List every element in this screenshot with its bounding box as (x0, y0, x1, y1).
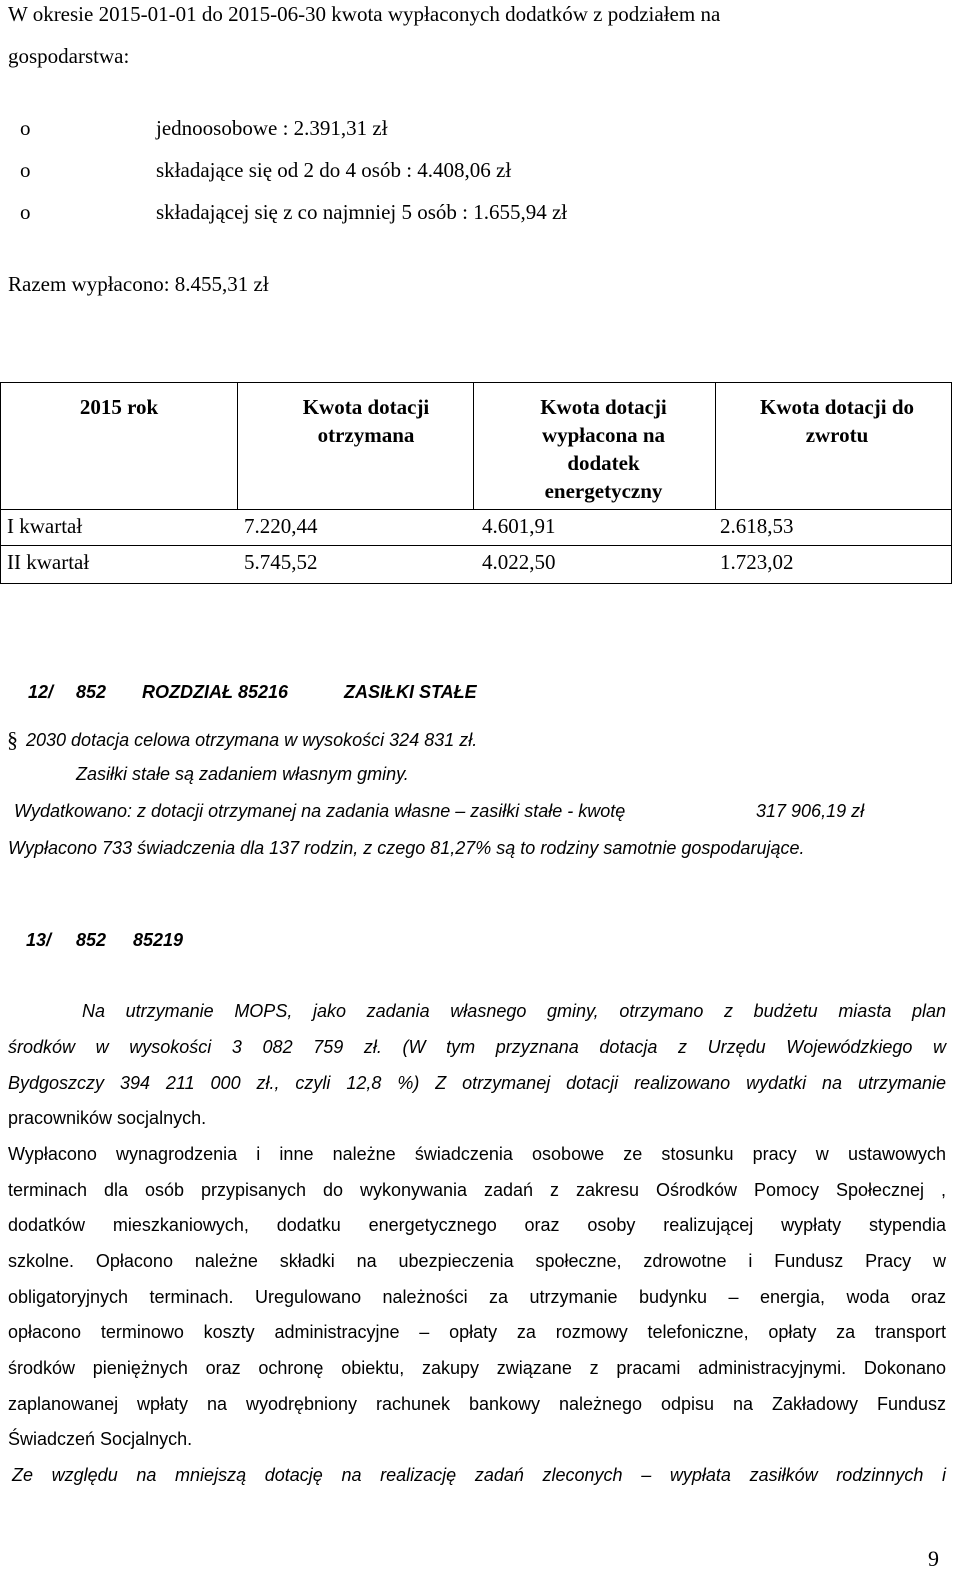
expenditure-amount: 317 906,19 zł (756, 801, 865, 821)
paragraph-line: opłacono terminowo koszty administracyjne – opłaty za rozmowy telefoniczne, opłaty za transport (8, 1322, 946, 1342)
section-number: 12/ (28, 682, 54, 702)
bullet-icon: o (20, 200, 31, 224)
row-divider (1, 509, 951, 510)
table-header: Kwota dotacji do zwrotu (760, 395, 914, 447)
paragraph-line: Wypłacono wynagrodzenia i inne należne świadczenia osobowe ze stosunku pracy w ustawowych (8, 1144, 946, 1164)
expenditure-text: Wydatkowano: z dotacji otrzymanej na zadania własne – zasiłki stałe - kwotę (14, 801, 626, 821)
section-code: 852 (76, 682, 107, 702)
column-divider (237, 383, 238, 509)
grant-amount-text: 2030 dotacja celowa otrzymana w wysokości 324 831 zł. (26, 730, 478, 750)
paragraph-line: dodatków mieszkaniowych, dodatku energetycznego oraz osoby realizującej wypłaty stypendia (8, 1215, 946, 1235)
intro-text: W okresie 2015-01-01 do 2015-06-30 kwota wypłaconych dodatków z podziałem na (8, 2, 721, 26)
task-type-text: Zasiłki stałe są zadaniem własnym gminy. (76, 764, 409, 784)
paragraph-line: pracowników socjalnych. (8, 1108, 207, 1128)
table-cell: 4.601,91 (482, 514, 556, 538)
table-cell: II kwartał (7, 550, 90, 574)
paragraph-line: Świadczeń Socjalnych. (8, 1429, 193, 1449)
section-title: ZASIŁKI STAŁE (344, 682, 477, 702)
table-cell: I kwartał (7, 514, 83, 538)
list-item-text: składające się od 2 do 4 osób : 4.408,06 zł (156, 158, 512, 182)
column-divider (473, 383, 474, 509)
paragraph-line: Bydgoszczy 394 211 000 zł., czyli 12,8 %) Z otrzymanej dotacji realizowano wydatki na utrzymanie (8, 1073, 946, 1093)
paragraph-line: Ze względu na mniejszą dotację na realizację zadań zleconych – wypłata zasiłków rodzinnych i (12, 1465, 946, 1485)
paragraph-line: środków pieniężnych oraz ochronę obiektu, zakupy związane z pracami administracyjnymi. Dokonano (8, 1358, 946, 1378)
grant-table (0, 382, 952, 584)
list-item-text: składającej się z co najmniej 5 osób : 1.655,94 zł (156, 200, 568, 224)
column-divider (715, 383, 716, 509)
section-mark-icon (5, 728, 23, 752)
page-number: 9 (928, 1546, 939, 1571)
paragraph-line: terminach dla osób przypisanych do wykonywania zadań z zakresu Ośrodków Pomocy Społecznej , (8, 1180, 946, 1200)
row-divider (1, 545, 951, 546)
table-cell: 1.723,02 (720, 550, 794, 574)
paragraph-line: obligatoryjnych terminach. Uregulowano należności za utrzymanie budynku – energia, woda oraz (8, 1287, 946, 1307)
table-header: Kwota dotacji otrzymana (302, 395, 430, 447)
section-code: 852 (76, 930, 107, 950)
table-header: 2015 rok (79, 395, 159, 419)
table-cell: 7.220,44 (244, 514, 318, 538)
total-paid: Razem wypłacono: 8.455,31 zł (8, 272, 269, 296)
bullet-icon: o (20, 158, 31, 182)
table-cell: 2.618,53 (720, 514, 794, 538)
paragraph-line: środków w wysokości 3 082 759 zł. (W tym przyznana dotacja z Urzędu Wojewódzkiego w (8, 1037, 946, 1057)
section-chapter: ROZDZIAŁ 85216 (142, 682, 289, 702)
benefits-paid-text: Wypłacono 733 świadczenia dla 137 rodzin, z czego 81,27% są to rodziny samotnie gospodarujące. (8, 838, 805, 858)
paragraph-line: szkolne. Opłacono należne składki na ubezpieczenia społeczne, zdrowotne i Fundusz Pracy w (8, 1251, 946, 1271)
table-cell: 5.745,52 (244, 550, 318, 574)
bullet-icon: o (20, 116, 31, 140)
table-header: Kwota dotacji wypłacona na dodatek energetyczny (540, 395, 667, 503)
paragraph-line: zaplanowanej wpłaty na wyodrębniony rachunek bankowy należnego odpisu na Zakładowy Fundusz (8, 1394, 946, 1414)
section-number: 13/ (26, 930, 52, 950)
intro-text-continued: gospodarstwa: (8, 44, 130, 68)
section-chapter: 85219 (133, 930, 184, 950)
table-cell: 4.022,50 (482, 550, 556, 574)
paragraph-line: Na utrzymanie MOPS, jako zadania własnego gminy, otrzymano z budżetu miasta plan (82, 1001, 946, 1021)
list-item-text: jednoosobowe : 2.391,31 zł (156, 116, 388, 140)
svg-text:§: § (7, 728, 18, 752)
